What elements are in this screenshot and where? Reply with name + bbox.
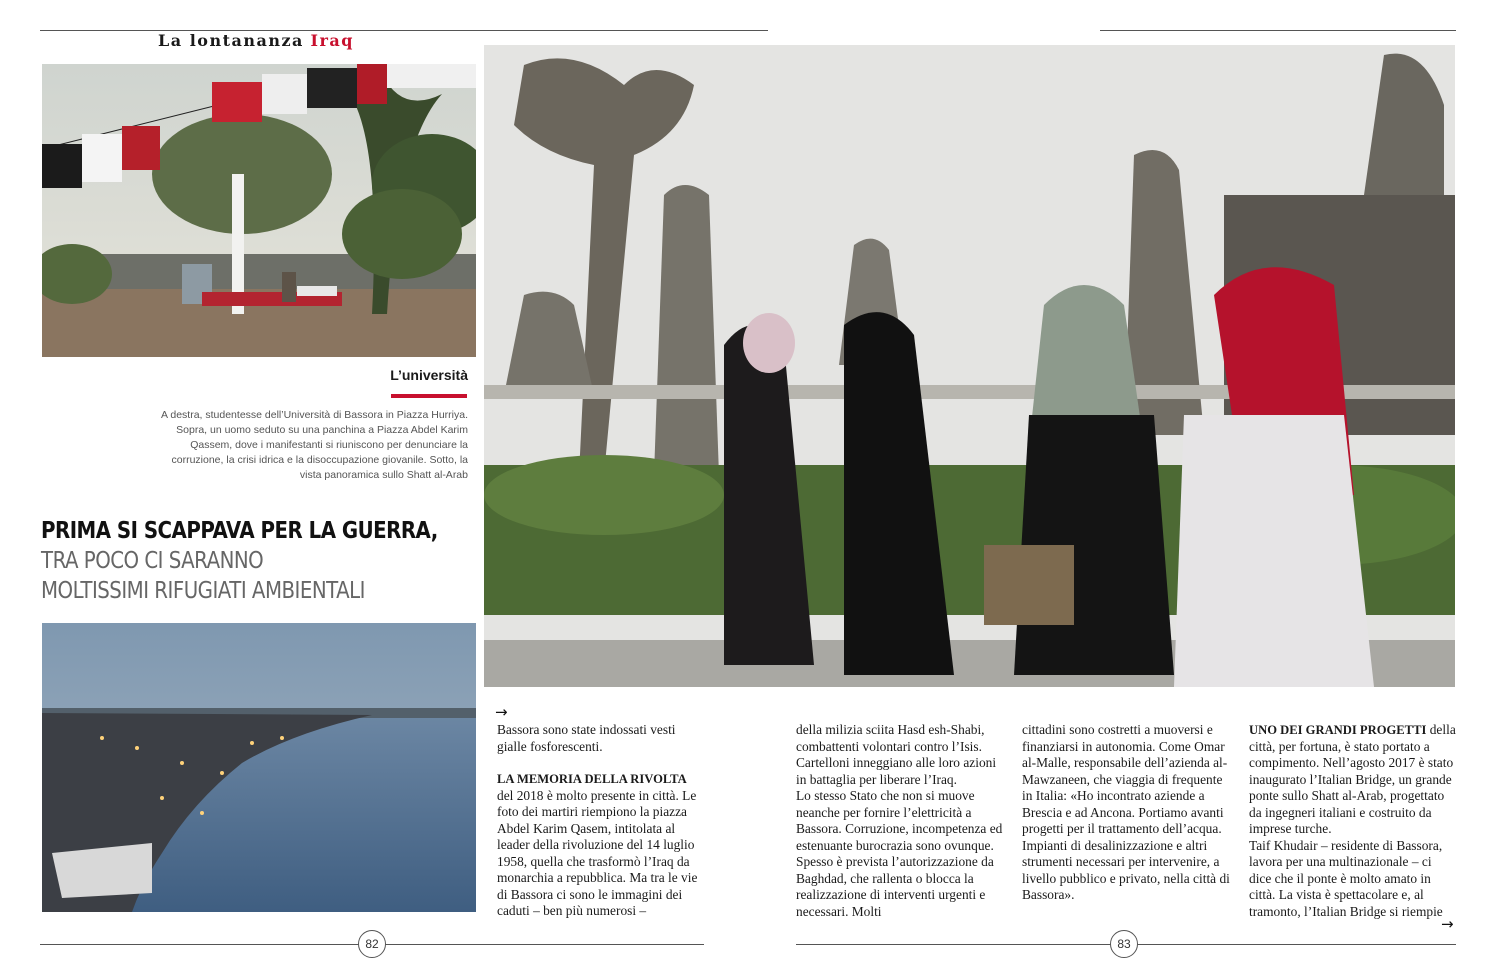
continuation-arrow-out: → xyxy=(1441,915,1454,933)
photo-shatt-al-arab xyxy=(42,623,476,912)
body-column-2 xyxy=(796,722,1006,920)
caption-accent-bar xyxy=(391,394,467,398)
column-1-paragraph-1: Bassora sono state indossati vesti gialle fosforescenti. xyxy=(497,722,676,754)
column-1-paragraph-2: LA MEMORIA DELLA RIVOLTA del 2018 è molto presente in città. Le foto dei martiri riempiono la piazza Abdel Karim Qasem, intitolata al leader della rivoluzione del 14 luglio 1958, quella che trasformò l’Iraq da monarchia a repubblica. Ma tra le vie di Bassora ci sono le immagini dei caduti – ben più numerosi – xyxy=(497,772,698,918)
section-title: La lontananza xyxy=(158,31,304,50)
column-2-paragraph-2: Lo stesso Stato che non si muove neanche per fornire l’elettricità a Bassora. Corruzione, incompetenza ed estenuante burocrazia sono ovunque. Spesso è prevista l’autorizzazione da Baghdad, che rallenta o blocca la realizzazione di interventi urgenti e necessari. Molti xyxy=(796,788,1003,919)
body-column-4 xyxy=(1249,722,1456,920)
column-1-lead: LA MEMORIA DELLA RIVOLTA xyxy=(497,772,687,786)
photo-university-students xyxy=(484,45,1455,687)
continuation-arrow-in: → xyxy=(495,703,508,721)
page-number-right: 83 xyxy=(1110,930,1138,958)
page-number-left: 82 xyxy=(358,930,386,958)
headline-line-2: TRA POCO CI SARANNO xyxy=(41,548,264,574)
column-4-paragraph-2: Taif Khudair – residente di Bassora, lavora per una multinazionale – ci dice che il ponte è molto amato in città. La vista è spettacolare e, al tramonto, l’Italian Bridge si riempie xyxy=(1249,837,1443,919)
top-rule-left xyxy=(40,30,768,31)
headline-line-1: PRIMA SI SCAPPAVA PER LA GUERRA, xyxy=(41,518,438,544)
photo-piazza-bench xyxy=(42,64,476,357)
caption-text: A destra, studentesse dell’Università di Bassora in Piazza Hurriya. Sopra, un uomo seduto su una panchina a Piazza Abdel Karim Qassem, dove i manifestanti si riuniscono per denunciare la corruzione, la crisi idrica e la disoccupazione giovanile. Sotto, la vista panoramica sullo Shatt al-Arab xyxy=(161,409,468,481)
body-column-3 xyxy=(1022,722,1230,904)
headline-line-3: MOLTISSIMI RIFUGIATI AMBIENTALI xyxy=(41,578,366,604)
caption-title: L’università xyxy=(390,367,468,383)
body-column-1 xyxy=(497,722,705,920)
column-4-lead: UNO DEI GRANDI PROGETTI xyxy=(1249,723,1427,737)
column-3-paragraph-1: cittadini sono costretti a muoversi e finanziarsi in autonomia. Come Omar al-Malle, responsabile dell’azienda al-Mawzaneen, che viaggia di frequente in Italia: «Ho incontrato aziende a Brescia e ad Ancona. Portiamo avanti progetti per il trattamento dell’acqua. Impianti di desalinizzazione e altri strumenti necessari per intervenire, a livello pubblico e privato, nella città di Bassora». xyxy=(1022,722,1230,902)
section-country: Iraq xyxy=(310,31,354,50)
column-2-paragraph-1: della milizia sciita Hasd esh-Shabi, combattenti volontari contro l’Isis. Cartelloni inneggiano alle loro azioni in battaglia per liberare l’Iraq. xyxy=(796,722,997,787)
section-header xyxy=(158,31,354,50)
column-4-paragraph-1: UNO DEI GRANDI PROGETTI della città, per fortuna, è stato portato a compimento. Nell’agosto 2017 è stato inaugurato l’Italian Bridge, un grande ponte sullo Shatt al-Arab, progettato da ingegneri italiani e costruito da imprese turche. xyxy=(1249,722,1456,836)
top-rule-right xyxy=(1100,30,1456,31)
pull-quote-headline xyxy=(41,516,438,606)
